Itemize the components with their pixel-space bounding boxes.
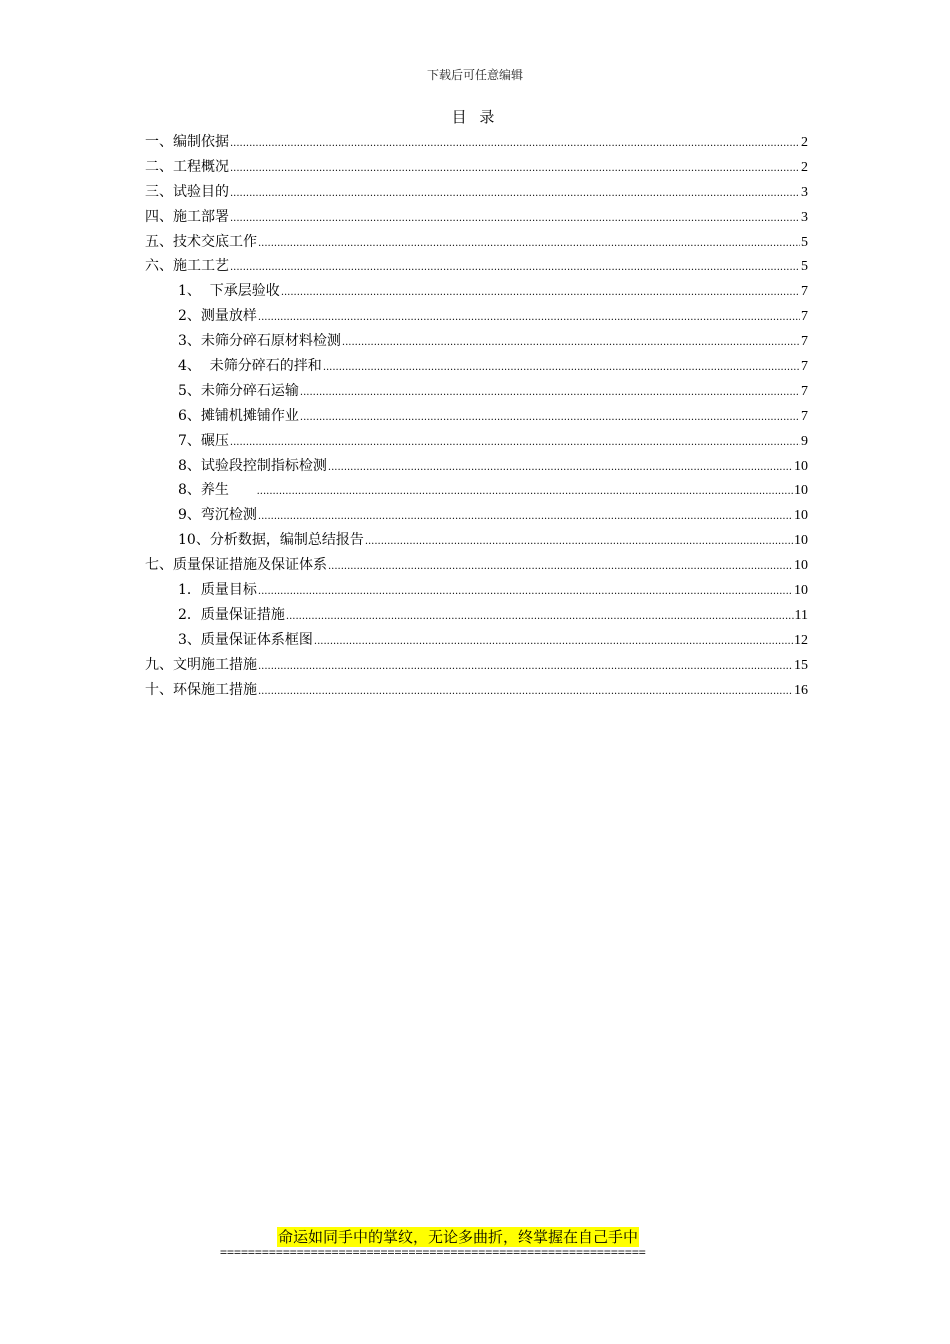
toc-entry-label: 五、技术交底工作 bbox=[145, 233, 257, 250]
toc-leader-dots bbox=[314, 630, 793, 655]
toc-entry-label: 二、工程概况 bbox=[145, 158, 229, 175]
toc-leader-dots bbox=[328, 555, 793, 580]
toc-entry-page: 3 bbox=[801, 209, 808, 225]
toc-entry-label: 7、碾压 bbox=[178, 432, 229, 449]
toc-entry-page: 3 bbox=[801, 184, 808, 200]
toc-entry-label: 一、编制依据 bbox=[145, 134, 229, 150]
toc-entry[interactable] bbox=[145, 155, 808, 180]
toc-entry-page: 15 bbox=[794, 657, 808, 673]
toc-entry-label: 三、试验目的 bbox=[145, 183, 229, 200]
toc-entry-page: 12 bbox=[794, 632, 808, 648]
toc-entry-label: 3、质量保证体系框图 bbox=[178, 631, 313, 648]
toc-entry-page: 7 bbox=[801, 284, 808, 300]
toc-entry[interactable] bbox=[145, 528, 808, 553]
toc-leader-dots bbox=[258, 232, 800, 257]
toc-entry-label: 9、弯沉检测 bbox=[178, 507, 257, 524]
toc-entry-label: 四、施工部署 bbox=[145, 208, 229, 225]
toc-entry[interactable] bbox=[145, 205, 808, 230]
toc-entry-label: 5、未筛分碎石运输 bbox=[178, 382, 299, 399]
toc-leader-dots bbox=[230, 132, 800, 157]
toc-entry[interactable] bbox=[145, 230, 808, 255]
toc-entry-label: 4、 未筛分碎石的拌和 bbox=[178, 358, 322, 375]
toc-entry[interactable] bbox=[145, 553, 808, 578]
toc-entry-label: 10、分析数据，编制总结报告 bbox=[178, 532, 364, 549]
footer-rule: ============================================================= bbox=[220, 1245, 646, 1259]
toc-leader-dots bbox=[342, 331, 800, 356]
toc-entry[interactable] bbox=[145, 130, 808, 155]
toc-entry-label: 2．质量保证措施 bbox=[178, 606, 285, 623]
toc-entry-page: 9 bbox=[801, 433, 808, 449]
toc-entry-page: 10 bbox=[794, 558, 808, 574]
toc-entry-page: 7 bbox=[801, 334, 808, 350]
toc-leader-dots bbox=[257, 480, 793, 505]
toc-entry-label: 七、质量保证措施及保证体系 bbox=[145, 557, 327, 574]
toc-entry-label: 6、摊铺机摊铺作业 bbox=[178, 407, 299, 424]
toc-entry-label: 1、 下承层验收 bbox=[178, 283, 280, 300]
toc-entry-label: 2、测量放样 bbox=[178, 308, 257, 325]
toc-entry-page: 16 bbox=[794, 682, 808, 698]
toc-entry[interactable] bbox=[145, 653, 808, 678]
toc-leader-dots bbox=[323, 356, 800, 381]
toc-entry[interactable] bbox=[145, 180, 808, 205]
toc-entry[interactable] bbox=[145, 429, 808, 454]
toc-entry[interactable] bbox=[145, 678, 808, 703]
toc-entry-page: 2 bbox=[801, 135, 808, 150]
toc-entry[interactable] bbox=[145, 304, 808, 329]
toc-entry-page: 10 bbox=[794, 508, 808, 524]
toc-entry-label: 8、养生 bbox=[178, 482, 256, 499]
toc-entry-label: 六、施工工艺 bbox=[145, 258, 229, 275]
toc-entry-page: 7 bbox=[801, 408, 808, 424]
toc-entry[interactable] bbox=[145, 603, 808, 628]
toc-entry-label: 3、未筛分碎石原材料检测 bbox=[178, 333, 341, 350]
toc-entry[interactable] bbox=[145, 379, 808, 404]
toc-entry-label: 1．质量目标 bbox=[178, 582, 257, 599]
header-note: 下载后可任意编辑 bbox=[426, 68, 523, 82]
toc-entry[interactable] bbox=[145, 454, 808, 479]
toc-entry[interactable] bbox=[145, 628, 808, 653]
toc-leader-dots bbox=[230, 431, 800, 456]
toc-entry[interactable] bbox=[145, 478, 808, 503]
toc-entry[interactable] bbox=[145, 578, 808, 603]
footer-motto: 命运如同手中的掌纹，无论多曲折，终掌握在自己手中 bbox=[278, 1228, 639, 1246]
toc-entry[interactable] bbox=[145, 254, 808, 279]
table-of-contents bbox=[145, 130, 808, 702]
toc-leader-dots bbox=[328, 456, 793, 481]
toc-leader-dots bbox=[258, 306, 800, 331]
toc-entry[interactable] bbox=[145, 354, 808, 379]
toc-leader-dots bbox=[365, 530, 793, 555]
toc-entry-page: 7 bbox=[801, 309, 808, 325]
toc-entry-page: 10 bbox=[794, 483, 808, 499]
toc-entry-label: 九、文明施工措施 bbox=[145, 656, 257, 673]
toc-entry[interactable] bbox=[145, 503, 808, 528]
toc-entry-page: 10 bbox=[794, 533, 808, 549]
toc-leader-dots bbox=[230, 182, 800, 207]
toc-leader-dots bbox=[281, 281, 800, 306]
toc-leader-dots bbox=[258, 680, 793, 705]
toc-entry-page: 5 bbox=[801, 259, 808, 275]
toc-entry-page: 10 bbox=[794, 583, 808, 599]
toc-entry-page: 10 bbox=[794, 458, 808, 474]
toc-title: 目 录 bbox=[451, 108, 499, 126]
toc-entry-label: 十、环保施工措施 bbox=[145, 681, 257, 698]
toc-leader-dots bbox=[300, 406, 800, 431]
toc-leader-dots bbox=[258, 580, 793, 605]
toc-leader-dots bbox=[258, 505, 793, 530]
toc-leader-dots bbox=[286, 605, 794, 630]
toc-leader-dots bbox=[230, 157, 800, 182]
toc-entry-page: 5 bbox=[801, 234, 808, 250]
toc-entry[interactable] bbox=[145, 279, 808, 304]
toc-leader-dots bbox=[230, 256, 800, 281]
toc-entry-label: 8、试验段控制指标检测 bbox=[178, 457, 327, 474]
toc-entry[interactable] bbox=[145, 404, 808, 429]
toc-leader-dots bbox=[258, 655, 793, 680]
toc-leader-dots bbox=[300, 381, 800, 406]
toc-entry[interactable] bbox=[145, 329, 808, 354]
toc-leader-dots bbox=[230, 207, 800, 232]
toc-entry-page: 2 bbox=[801, 159, 808, 175]
toc-entry-page: 11 bbox=[794, 607, 808, 623]
toc-entry-page: 7 bbox=[801, 359, 808, 375]
toc-entry-page: 7 bbox=[801, 383, 808, 399]
